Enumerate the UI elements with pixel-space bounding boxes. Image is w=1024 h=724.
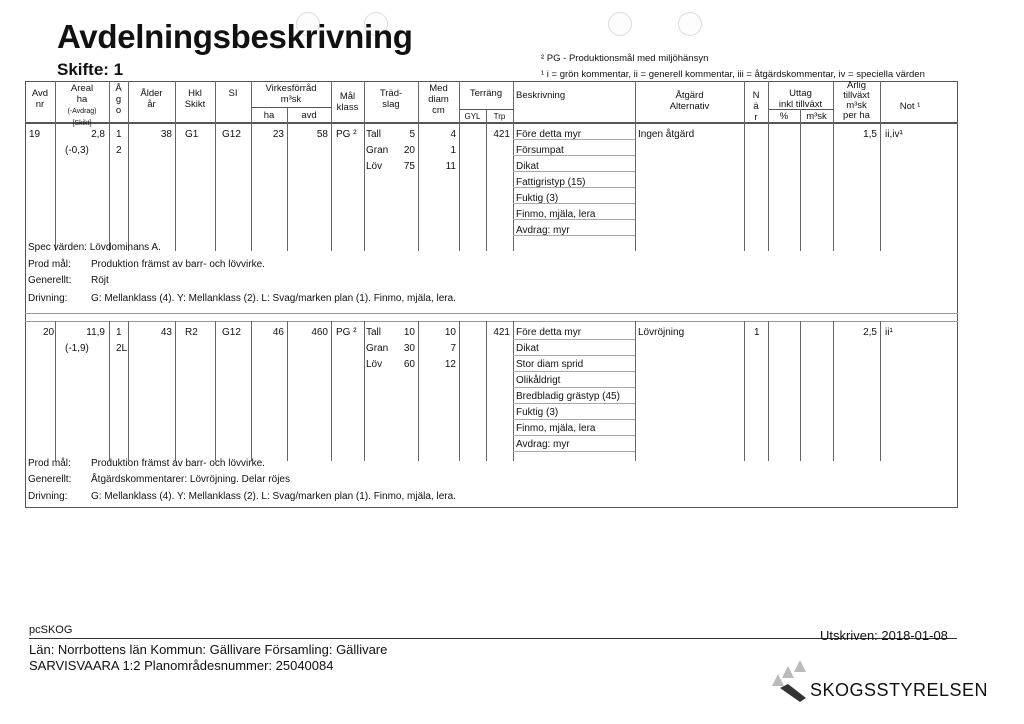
logo-text: SKOGSSTYRELSEN — [810, 680, 989, 700]
tree-species: Gran — [366, 145, 389, 156]
header-virke-avd: avd — [301, 110, 317, 121]
description-line: Finmo, mjäla, lera — [516, 209, 596, 220]
tree-species: Löv — [366, 161, 383, 172]
generellt-text: Åtgärdskommentarer: Lövröjning. Delar röjes — [91, 474, 290, 485]
stand-si: G12 — [222, 129, 241, 140]
stand-virke-avd: 58 — [316, 129, 328, 140]
drivning-text: G: Mellanklass (4). Y: Mellanklass (2). L: Svag/marken plan (1). Finmo, mjäla, lera. — [91, 491, 456, 502]
stand-table — [25, 81, 958, 508]
header-mal: Mål klass — [336, 91, 359, 113]
header-virkesforrad: Virkesförråd m³sk — [265, 83, 317, 105]
tree-diam: 12 — [444, 359, 456, 370]
header-virke-ha: ha — [263, 110, 275, 121]
header-uttag-m3sk: m³sk — [806, 111, 827, 122]
stand-alder: 43 — [160, 327, 172, 338]
tree-diam: 10 — [444, 327, 456, 338]
stand-nar: 1 — [754, 327, 760, 338]
stand-virke-ha: 23 — [272, 129, 284, 140]
description-line: Dikat — [516, 161, 539, 172]
header-agoslag: Å g o — [115, 83, 122, 116]
stand-malklass: PG ² — [336, 327, 357, 338]
header-gyl: GYL — [464, 112, 481, 121]
generellt-label: Generellt: — [28, 275, 72, 286]
tree-share: 10 — [403, 327, 415, 338]
property-info: SARVISVAARA 1:2 Planområdesnummer: 25040084 — [29, 658, 334, 673]
tree-species: Tall — [366, 129, 382, 140]
stand-avd-nr: 19 — [29, 129, 41, 140]
stand-areal: 2,8 — [91, 129, 105, 140]
header-uttag-pct: % — [779, 111, 789, 122]
skifte-label: Skifte: 1 — [57, 60, 124, 79]
description-line: Stor diam sprid — [516, 359, 584, 370]
header-si: SI — [228, 88, 238, 99]
description-line: Fuktig (3) — [516, 193, 559, 204]
header-hkl: Hkl Skikt — [184, 88, 206, 110]
page-title: Avdelningsbeskrivning — [57, 18, 413, 55]
header-nar: N ä r — [752, 90, 760, 123]
stand-terrang: 421 — [493, 327, 510, 338]
stand-avdrag: (-1,9) — [65, 343, 89, 354]
tree-diam: 11 — [445, 161, 456, 172]
description-line: Dikat — [516, 343, 539, 354]
description-line: Olikåldrigt — [516, 375, 561, 386]
stand-arlig-tillvaxt: 1,5 — [863, 129, 877, 140]
description-line: Fuktig (3) — [516, 407, 559, 418]
tree-share: 60 — [403, 359, 415, 370]
drivning-label: Drivning: — [28, 293, 68, 304]
tree-species: Löv — [366, 359, 383, 370]
tree-diam: 1 — [450, 145, 456, 156]
stand-hkl: G1 — [185, 129, 199, 140]
stand-alder: 38 — [160, 129, 172, 140]
description-line: Finmo, mjäla, lera — [516, 423, 596, 434]
description-line: Avdrag: myr — [516, 439, 570, 450]
tree-share: 5 — [409, 129, 415, 140]
header-uttag: Uttag inkl tillväxt — [778, 88, 823, 110]
tree-diam: 7 — [450, 343, 456, 354]
stand-agoslag: 1 — [116, 327, 122, 338]
skogsstyrelsen-logo — [770, 658, 989, 708]
program-name: pcSKOG — [29, 624, 73, 636]
tree-share: 30 — [403, 343, 415, 354]
header-arlig-tillvaxt: Årlig tillväxt m³sk per ha — [843, 81, 870, 121]
stand-not: ii,iv¹ — [885, 129, 903, 140]
tree-share: 20 — [403, 145, 415, 156]
stand-areal: 11,9 — [86, 327, 105, 338]
stand-agoslag-2: 2 — [116, 145, 122, 156]
stand-hkl: R2 — [185, 327, 198, 338]
description-line: Fattigristyp (15) — [516, 177, 586, 188]
footnote-comment-types: ¹ i = grön kommentar, ii = generell kommentar, iii = åtgärdskommentar, iv = speciella värden — [541, 69, 925, 80]
stand-avd-nr: 20 — [43, 327, 55, 338]
header-avd: Avd nr — [31, 88, 49, 110]
prod-text: Produktion främst av barr- och lövvirke. — [91, 458, 265, 469]
tree-diam: 4 — [450, 129, 456, 140]
header-diam: Med diam cm — [428, 83, 449, 116]
prod-label: Prod mål: — [28, 458, 71, 469]
stand-virke-avd: 460 — [311, 327, 328, 338]
tree-share: 75 — [403, 161, 415, 172]
footer-divider — [29, 638, 957, 639]
header-not: Not ¹ — [899, 101, 921, 112]
location-info: Län: Norrbottens län Kommun: Gällivare Församling: Gällivare — [29, 642, 388, 657]
description-line: Försumpat — [516, 145, 564, 156]
header-tradslag: Träd- slag — [379, 88, 403, 110]
description-line: Bredbladig grästyp (45) — [516, 391, 620, 402]
stand-agoslag: 1 — [116, 129, 122, 140]
header-trp: Trp — [493, 112, 506, 121]
stand-not: ii¹ — [885, 327, 893, 338]
generellt-label: Generellt: — [28, 474, 72, 485]
drivning-text: G: Mellanklass (4). Y: Mellanklass (2). L: Svag/marken plan (1). Finmo, mjäla, lera. — [91, 293, 456, 304]
stand-terrang: 421 — [493, 129, 510, 140]
stand-virke-ha: 46 — [272, 327, 284, 338]
tree-species: Gran — [366, 343, 389, 354]
description-line: Före detta myr — [516, 129, 582, 140]
stand-arlig-tillvaxt: 2,5 — [863, 327, 877, 338]
header-atgard: Åtgärd Alternativ — [669, 90, 710, 112]
drivning-label: Drivning: — [28, 491, 68, 502]
stand-avdrag: (-0,3) — [65, 145, 89, 156]
footnote-pg: ² PG - Produktionsmål med miljöhänsyn — [541, 53, 709, 64]
tree-species: Tall — [366, 327, 382, 338]
header-beskrivning: Beskrivning — [516, 90, 566, 101]
stand-atgard: Ingen åtgärd — [638, 129, 695, 140]
prod-text: Produktion främst av barr- och lövvirke. — [91, 259, 265, 270]
print-date: Utskriven: 2018-01-08 — [820, 628, 948, 643]
leaf-icon — [770, 658, 810, 704]
stand-malklass: PG ² — [336, 129, 357, 140]
header-alder: Ålder år — [140, 88, 163, 110]
stand-si: G12 — [222, 327, 241, 338]
description-line: Före detta myr — [516, 327, 582, 338]
prod-label: Prod mål: — [28, 259, 71, 270]
header-areal: Areal ha (-Avdrag) [Skikt] — [67, 83, 97, 127]
stand-atgard: Lövröjning — [638, 327, 685, 338]
stand-agoslag-2: 2L — [116, 343, 128, 354]
header-terrang: Terräng — [469, 88, 503, 99]
description-line: Avdrag: myr — [516, 225, 570, 236]
generellt-text: Röjt — [91, 275, 109, 286]
spec-values: Spec värden: Lövdominans A. — [28, 242, 161, 253]
